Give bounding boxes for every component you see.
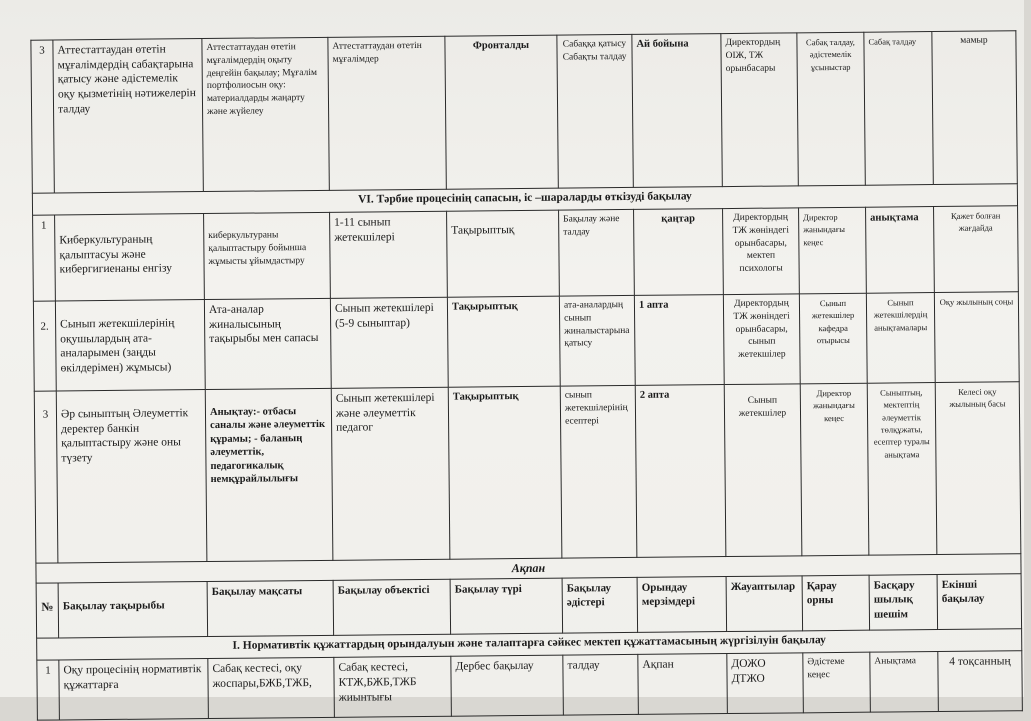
- responsible: Директордың ОІЖ, ТЖ орынбасары: [721, 33, 798, 187]
- control-method: Сабаққа қатысу Сабақты талдау: [557, 34, 633, 188]
- control-object: 1-11 сынып жетекшілері: [330, 211, 448, 298]
- control-topic: Аттестаттаудан өтетін мұғалімдердің сабақтарына қатысу және әдістемелік оқу қызметінің нәтижелерін талдау: [53, 39, 203, 193]
- control-method: Бақылау және талдау: [559, 209, 635, 296]
- control-plan-table: [30, 30, 1022, 721]
- second-control: Қажет болған жағдайда: [934, 206, 1019, 293]
- control-goal: Анықтау:- отбасы саналы және әлеуметтік құрамы; - баланың әлеуметтік, педагогикалық немқұрайлылығы: [205, 388, 333, 561]
- control-goal: киберкультураны қалыптастыру бойынша жұмысты ұйымдастыру: [204, 212, 331, 299]
- second-control: Оқу жылының соңы: [934, 292, 1019, 383]
- control-goal: Аттестаттаудан өтетін мұғалімдердің оқыту деңгейін бақылау; Мұғалім портфолиосын оқу: материалдарды жаңарту және жүйелеу: [202, 37, 329, 191]
- management-decision: Сабақ талдау: [864, 32, 933, 186]
- header-topic: Бақылау тақырыбы: [58, 582, 208, 638]
- management-decision: анықтама: [866, 207, 935, 294]
- header-responsible: Жауаптылар: [726, 576, 803, 632]
- section-title-vi: VI. Тәрбие процесінің сапасын, іс –шараларды өткізуді бақылау: [32, 184, 1017, 215]
- management-decision: Сынып жетекшілердің анықтамалары: [866, 293, 935, 384]
- section-title-i: І. Нормативтік құжаттардың орындалуын және талаптарға сәйкес мектеп құжаттамасының жүргізілуін бақылау: [37, 629, 1022, 660]
- header-number: №: [36, 583, 59, 638]
- responsible: Сынып жетекшілер: [724, 384, 802, 557]
- table-header-row: [36, 574, 1021, 638]
- control-topic: Әр сыныптың Әлеуметтік деректер банкін қалыптастыру және оны түзету: [56, 390, 207, 563]
- table-row: [34, 382, 1021, 563]
- review-place: Директор жанындағы кеңес: [799, 207, 867, 294]
- table-row: [37, 651, 1023, 720]
- table-row: [33, 206, 1019, 301]
- table-row: [33, 292, 1019, 391]
- header-management-decision: Басқару шылық шешім: [869, 575, 938, 631]
- header-method: Бақылау әдістері: [562, 578, 638, 634]
- row-number: 3: [31, 40, 54, 193]
- control-date: қаңтар: [634, 209, 724, 296]
- management-decision: Сыныптың, мектептің әлеуметтік төлқұжаты, есептер туралы анықтама: [867, 383, 937, 556]
- review-place: Директор жанындағы кеңес: [800, 383, 869, 556]
- second-control: мамыр: [932, 31, 1017, 185]
- responsible: Директордың ТЖ жөніндегі орынбасары, сынып жетекшілер: [723, 294, 800, 385]
- review-place: Сабақ талдау, әдістемелік ұсыныстар: [797, 32, 865, 186]
- header-goal: Бақылау мақсаты: [207, 581, 334, 637]
- control-object: Сынып жетекшілері (5-9 сыныптар): [330, 297, 448, 388]
- control-type: Дербес бақылау: [451, 655, 564, 716]
- control-object: Сабақ кестесі, КТЖ,БЖБ,ТЖБ жиынтығы: [334, 657, 452, 718]
- control-method: талдау: [563, 655, 639, 716]
- control-goal: Ата-аналар жиналысының тақырыбы мен сапасы: [204, 298, 331, 389]
- control-topic: Оқу процесінің нормативтік құжаттарға: [59, 659, 209, 720]
- control-type: Тақырыптық: [447, 210, 560, 297]
- row-number: 1: [33, 215, 56, 301]
- row-number: 3: [34, 391, 58, 563]
- header-type: Бақылау түрі: [450, 578, 563, 634]
- control-date: 2 апта: [635, 385, 726, 558]
- second-control: Келесі оқу жылының басы: [935, 382, 1021, 555]
- management-decision: Анықтама: [870, 652, 939, 713]
- control-date: Ақпан: [638, 654, 728, 715]
- month-title: Ақпан: [36, 554, 1021, 584]
- control-type: Фронталды: [445, 35, 558, 189]
- control-method: ата-аналардың сынып жиналыстарына қатысу: [559, 295, 635, 386]
- control-topic: Киберкультураның қалыптасуы және кибергигиенаны енгізу: [55, 214, 205, 301]
- responsible: Директордың ТЖ жөніндегі орынбасары, мектеп психологы: [723, 208, 800, 295]
- control-object: Сынып жетекшілері және әлеуметтік педагог: [331, 387, 450, 560]
- table-row: [31, 31, 1017, 193]
- row-number: 1: [37, 660, 60, 720]
- control-date: Ай бойына: [632, 34, 722, 188]
- responsible: ДОЖО ДТЖО: [727, 653, 804, 714]
- header-second-control: Екінші бақылау: [937, 574, 1022, 630]
- control-type: Тақырыптық: [448, 386, 562, 559]
- control-date: 1 апта: [634, 295, 724, 386]
- review-place: Сынып жетекшілер кафедра отырысы: [799, 293, 867, 384]
- header-review-place: Қарау орны: [802, 576, 870, 632]
- row-number: 2.: [33, 301, 56, 391]
- control-topic: Сынып жетекшілерінің оқушылардың ата-аналарымен (заңды өкілдерімен) жұмысы): [55, 300, 205, 391]
- second-control: 4 тоқсанның: [938, 651, 1023, 712]
- header-date: Орындау мерзімдері: [637, 577, 727, 633]
- header-object: Бақылау объектісі: [333, 580, 451, 636]
- control-object: Аттестаттаудан өтетін мұғалімдер: [328, 36, 446, 190]
- control-method: сынып жетекшілерінің есептері: [560, 385, 637, 558]
- review-place: Әдістеме кеңес: [803, 653, 871, 714]
- control-goal: Сабақ кестесі, оқу жоспары,БЖБ,ТЖБ,: [208, 658, 335, 719]
- control-type: Тақырыптық: [447, 296, 560, 387]
